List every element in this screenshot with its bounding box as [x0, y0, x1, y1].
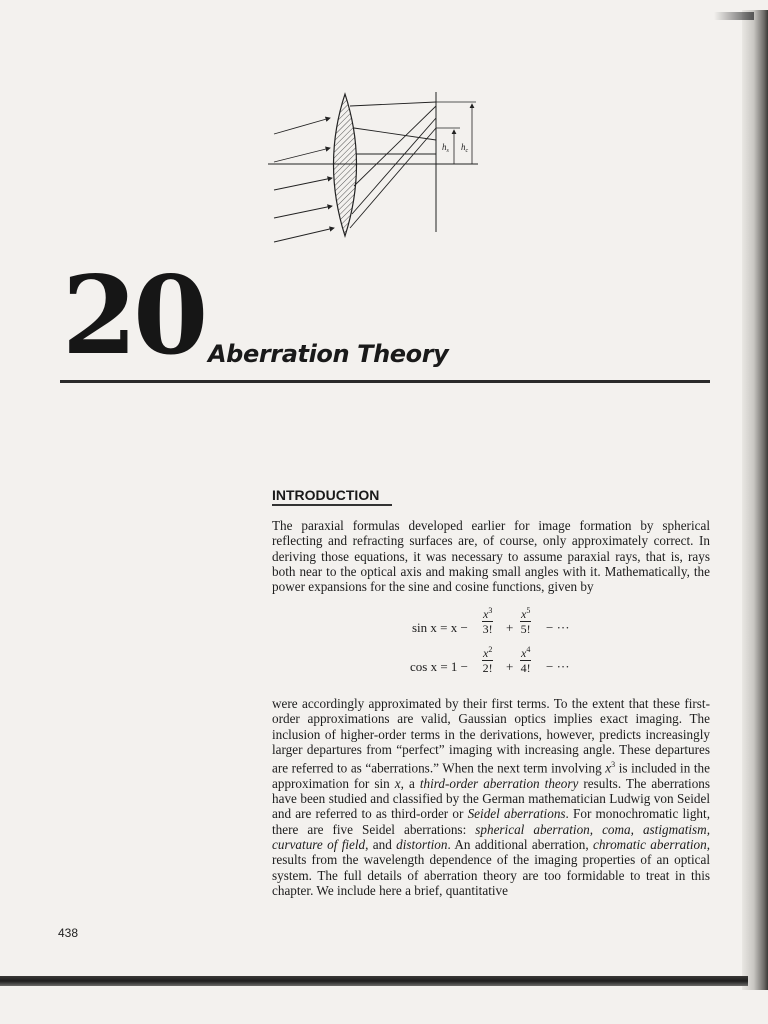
eq-cos-plus: +: [506, 659, 514, 674]
intro-paragraph-1: [272, 518, 710, 594]
section-rule: [272, 504, 392, 506]
eq-sin-lhs: sin x = x −: [412, 620, 468, 635]
incoming-rays: [274, 118, 334, 242]
page-number: 438: [58, 926, 79, 940]
page-bottom-edge: [0, 976, 748, 986]
paragraph-text: The paraxial formulas developed earlier for image formation by spherical reflecting and refracting surfaces are, of course, only approximately correct. In deriving those equations, it was necessary to assume paraxial rays, that is, rays both near to the optical axis and making small angles with it. Mathematically, the power expansions for the sine and cosine functions, given by: [272, 518, 710, 595]
lens-icon: [334, 94, 357, 236]
section-heading: INTRODUCTION: [272, 487, 380, 503]
page-gutter-shadow: [742, 10, 768, 990]
equation-sin: [412, 620, 468, 636]
intro-paragraph-2: [272, 696, 710, 898]
eq-cos-term2: $\frac{x^4}{4!}$: [520, 645, 531, 675]
refracted-rays: [268, 102, 478, 228]
equation-cos: [410, 659, 468, 675]
figure-label-hs: $h_s$: [442, 142, 449, 154]
page-corner-shadow: [714, 12, 754, 20]
eq-sin-term1: $\frac{x^3}{3!}$: [482, 606, 493, 636]
chapter-number: 20: [62, 253, 205, 379]
chapter-title: Aberration Theory: [208, 340, 449, 368]
paragraph-text: were accordingly approximated by their first terms. To the extent that these first-order approximations are valid, Gaussian optics implies exact imaging. The inclusion of higher-order terms in the derivations, however, predicts increasingly larger departures from “perfect” imaging with increasing angle. These departures are referred to as “aberrations.” When the next term involving $x^3$ is included in the approximation for sin x, a third-order aberration theory results. The aberrations have been studied and classified by the German mathematician Ludwig von Seidel and are referred to as third-order or Seidel aberrations. For monochromatic light, there are five Seidel aberrations: spherical aberration, coma, astigmatism, curvature of field, and distortion. An additional aberration, chromatic aberration, results from the wavelength dependence of the imaging properties of an optical system. The full details of aberration theory are too formidable to treat in this chapter. We include here a brief, quantitative: [272, 696, 711, 898]
lens-aberration-figure: [268, 88, 480, 248]
eq-sin-term2: $\frac{x^5}{5!}$: [520, 606, 531, 636]
eq-cos-term1: $\frac{x^2}{2!}$: [482, 645, 493, 675]
eq-cos-trail: − ···: [546, 659, 570, 674]
chapter-rule: [60, 380, 710, 383]
eq-cos-lhs: cos x = 1 −: [410, 659, 468, 674]
eq-sin-plus: +: [506, 620, 514, 635]
eq-sin-trail: − ···: [546, 620, 570, 635]
figure-label-hc: $h_c$: [461, 142, 469, 154]
